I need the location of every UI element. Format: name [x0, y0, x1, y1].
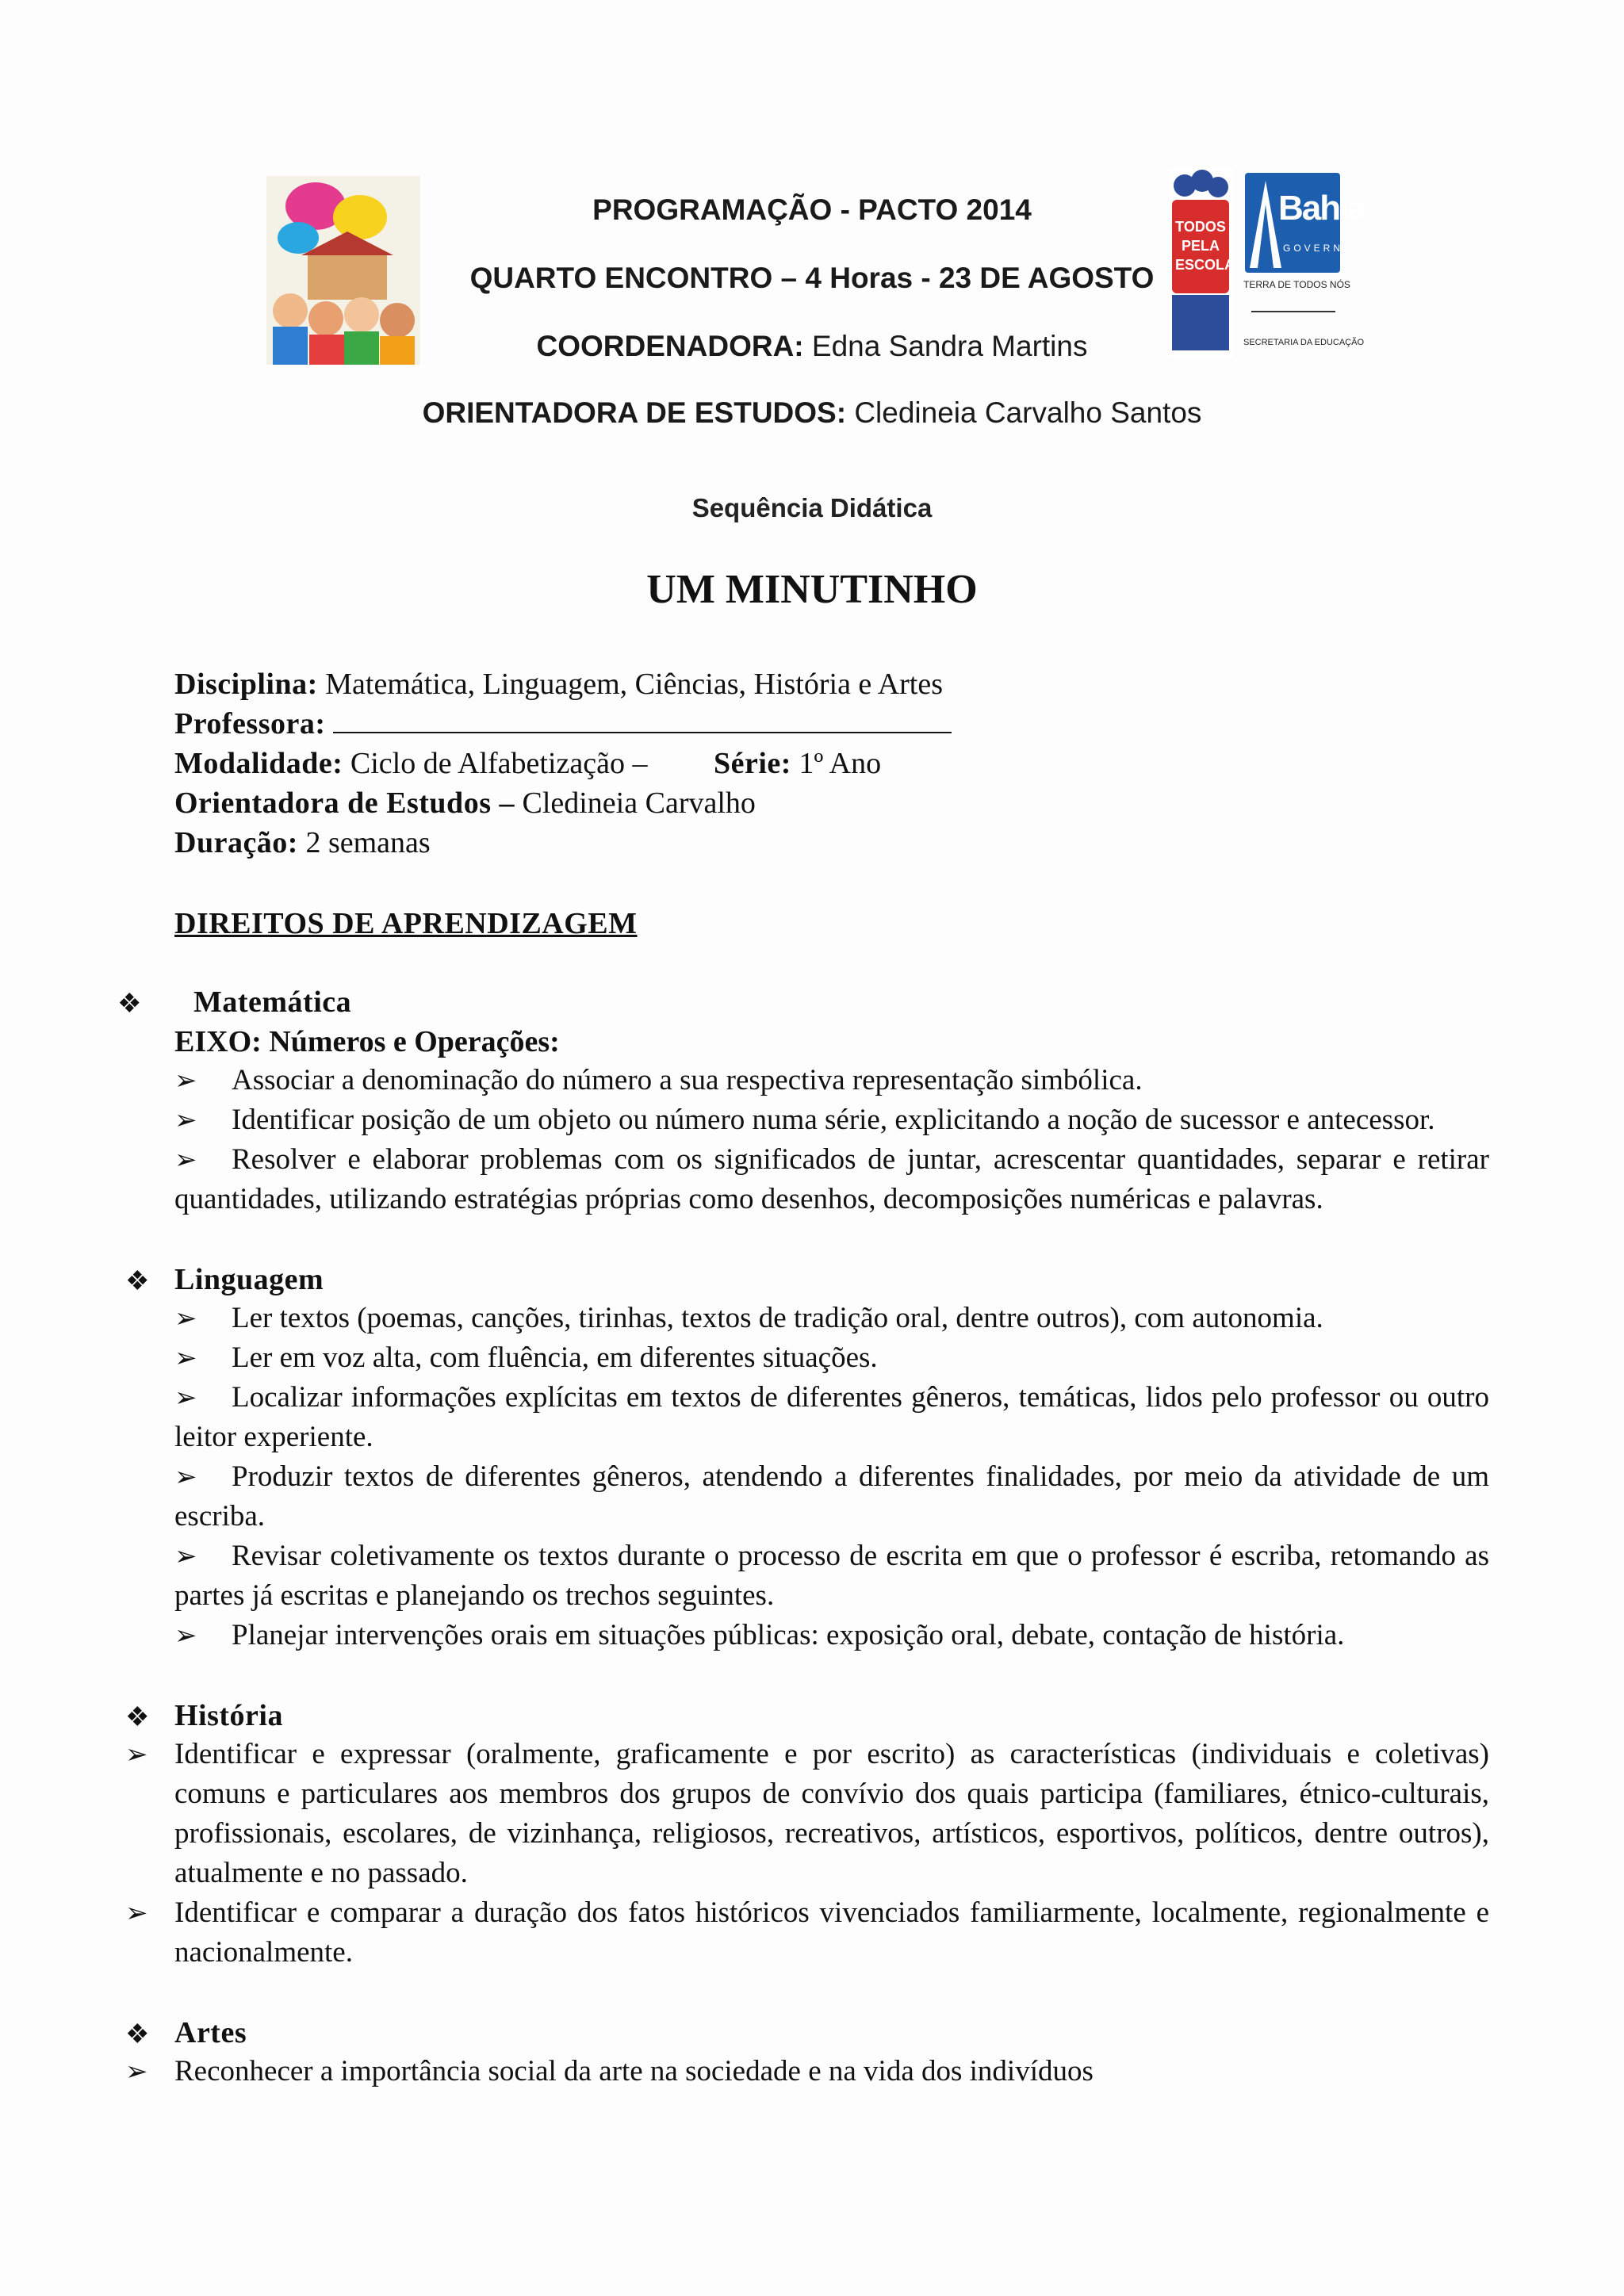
disciplina-label: Disciplina: [174, 668, 318, 701]
modalidade-value: Ciclo de Alfabetização – [343, 747, 648, 780]
orientadora-line [174, 783, 756, 823]
matematica-title: Matemática [193, 985, 352, 1019]
coordinator-name: Edna Sandra Martins [803, 330, 1088, 362]
diamond-icon: ❖ [125, 1267, 150, 1296]
arrow-icon: ➢ [174, 1146, 197, 1175]
linguagem-item: Revisar coletivamente os textos durante o processo de escrita em que o professor é escriba, retomando as partes já escritas e planejando os trechos seguintes. [174, 1540, 1489, 1612]
linguagem-title: Linguagem [174, 1263, 324, 1296]
arrow-icon: ➢ [174, 1383, 197, 1413]
header-coordinator [0, 330, 1624, 363]
orientadora-label: ORIENTADORA DE ESTUDOS: [422, 396, 847, 429]
professora-line [174, 704, 952, 744]
doc-title: UM MINUTINHO [646, 567, 978, 612]
arrow-icon: ➢ [174, 1304, 197, 1334]
serie-label: Série: [714, 747, 791, 780]
header-program: PROGRAMAÇÃO - PACTO 2014 [592, 193, 1032, 226]
bahia-text: Bahia [1278, 189, 1365, 228]
linguagem-item: Planejar intervenções orais em situações públicas: exposição oral, debate, contação de história. [232, 1619, 1345, 1651]
direitos-heading: DIREITOS DE APRENDIZAGEM [174, 907, 638, 940]
linguagem-item: Ler textos (poemas, canções, tirinhas, textos de tradição oral, dentre outros), com autonomia. [232, 1302, 1323, 1334]
duracao-value: 2 semanas [297, 826, 431, 859]
arrow-icon: ➢ [174, 1621, 197, 1651]
diamond-icon: ❖ [117, 989, 142, 1019]
orientadora-name: Cledineia Carvalho Santos [846, 396, 1202, 429]
professora-blank [333, 708, 952, 733]
todos-pela-escola-text: TODOS PELA ESCOLA [1175, 219, 1235, 273]
header-orientadora [0, 396, 1624, 430]
arrow-icon: ➢ [174, 1542, 197, 1571]
artes-title: Artes [174, 2016, 247, 2049]
arrow-icon: ➢ [125, 2057, 148, 2087]
doc-subtitle: Sequência Didática [691, 493, 933, 522]
historia-item: Identificar e expressar (oralmente, graficamente e por escrito) as características (individuais e coletivas) comuns e particulares aos membros dos grupos de convívio dos quais participa (familiares, étnico-culturais, profissionais, escolares, de vizinhança, religiosos, recreativos, artísticos, esportivos, políticos, dentre outros), atualmente e no passado. [174, 1738, 1489, 1889]
disciplina-value: Matemática, Linguagem, Ciências, História e Artes [317, 668, 944, 701]
arrow-icon: ➢ [174, 1463, 197, 1492]
governo-text: GOVERNO [1283, 243, 1354, 254]
terra-text: TERRA DE TODOS NÓS [1243, 279, 1350, 290]
linguagem-item: Produzir textos de diferentes gêneros, atendendo a diferentes finalidades, por meio da atividade de um escriba. [174, 1460, 1489, 1533]
arrow-icon: ➢ [174, 1344, 197, 1373]
coordinator-label: COORDENADORA: [536, 330, 804, 362]
arrow-icon: ➢ [125, 1740, 148, 1770]
historia-title: História [174, 1699, 283, 1732]
modalidade-label: Modalidade: [174, 747, 343, 780]
artes-item: Reconhecer a importância social da arte na sociedade e na vida dos indivíduos [174, 2055, 1094, 2087]
serie-line [714, 744, 881, 783]
historia-item: Identificar e comparar a duração dos fatos históricos vivenciados familiarmente, localmente, regionalmente e nacionalmente. [174, 1896, 1489, 1969]
arrow-icon: ➢ [174, 1106, 197, 1135]
linguagem-item: Ler em voz alta, com fluência, em diferentes situações. [232, 1341, 878, 1374]
header-meeting: QUARTO ENCONTRO – 4 Horas - 23 DE AGOSTO [469, 262, 1155, 294]
diamond-icon: ❖ [125, 2020, 150, 2049]
serie-value: 1º Ano [791, 747, 882, 780]
orientadora-doc-value: Cledineia Carvalho [514, 786, 756, 820]
professora-label: Professora: [174, 707, 326, 740]
secretaria-text: SECRETARIA DA EDUCAÇÃO [1243, 338, 1364, 347]
arrow-icon: ➢ [174, 1066, 197, 1096]
duracao-label: Duração: [174, 826, 298, 859]
orientadora-doc-label: Orientadora de Estudos – [174, 786, 515, 820]
modalidade-line [174, 744, 647, 783]
matematica-item: Associar a denominação do número a sua respectiva representação simbólica. [232, 1064, 1143, 1096]
disciplina-line [174, 664, 943, 704]
diamond-icon: ❖ [125, 1703, 150, 1732]
matematica-eixo: EIXO: Números e Operações: [174, 1025, 560, 1058]
matematica-item: Resolver e elaborar problemas com os significados de juntar, acrescentar quantidades, separar e retirar quantidades, utilizando estratégias próprias como desenhos, decomposições numéricas e palavras. [174, 1143, 1489, 1215]
duracao-line [174, 823, 431, 863]
matematica-item: Identificar posição de um objeto ou número numa série, explicitando a noção de sucessor e antecessor. [232, 1104, 1435, 1136]
linguagem-item: Localizar informações explícitas em textos de diferentes gêneros, temáticas, lidos pelo professor ou outro leitor experiente. [174, 1381, 1489, 1453]
arrow-icon: ➢ [125, 1899, 148, 1928]
